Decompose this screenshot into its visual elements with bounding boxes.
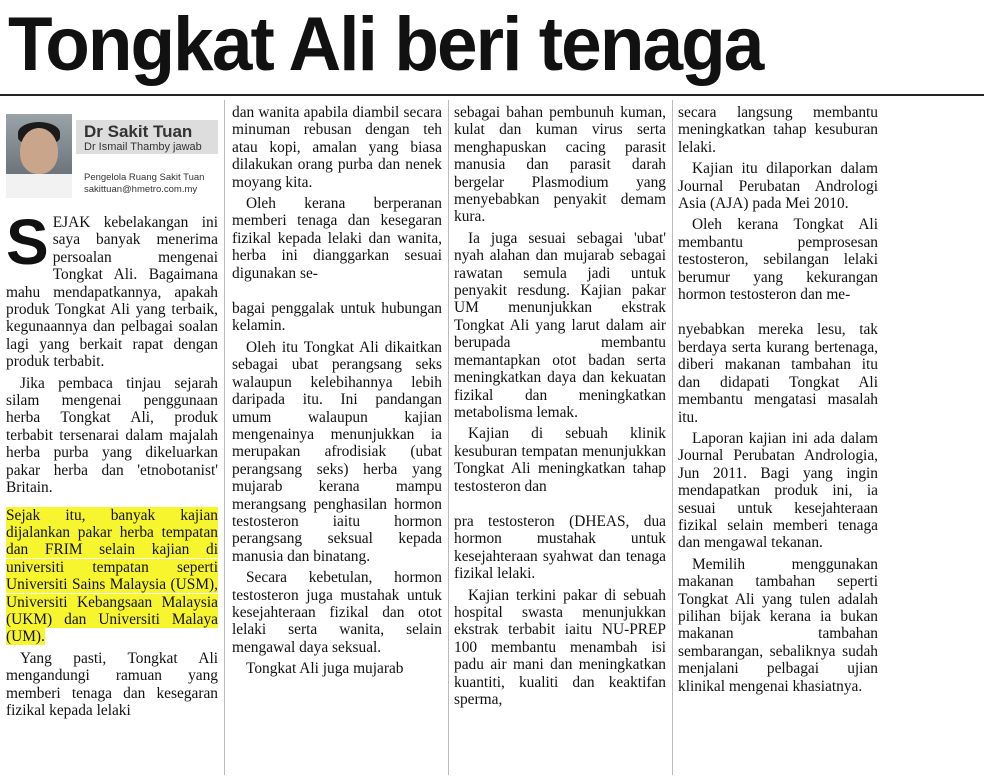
- text-highlight: Sejak itu, banyak kajian dijalankan pakar herba tempatan dan FRIM selain kajian di universiti tempatan seperti Universiti Sains Malaysia (USM), Universiti Kebangsaan Malaysia (UKM) dan Universiti Malaya (UM).: [6, 506, 218, 646]
- paragraph: bagai penggalak untuk hubungan kelamin.: [232, 300, 442, 335]
- author-subname: Dr Ismail Thamby jawab: [84, 141, 202, 153]
- paragraph: sebagai bahan pembunuh kuman, kulat dan kuman virus serta menghapuskan cacing parasit manusia dan parasit darah bergelar Plasmodium yang menyebabkan penyakit demam kura.: [454, 104, 666, 226]
- author-role-title: Pengelola Ruang Sakit Tuan: [84, 172, 205, 183]
- paragraph: Kajian terkini pakar di sebuah hospital swasta menunjukkan ekstrak terbabit iaitu NU-PREP 100 membantu menambah isi padu air mani dan meningkatkan kuantiti, kualiti dan keaktifan sperma,: [454, 586, 666, 708]
- paragraph: Kajian itu dilaporkan dalam Journal Perubatan Andrologi Asia (AJA) pada Mei 2010.: [678, 160, 878, 213]
- paragraph: Laporan kajian ini ada dalam Journal Perubatan Andrologia, Jun 2011. Bagi yang ingin mendapatkan produk ini, ia sesuai untuk kesejahteraan fizikal selain memberi tenaga dan mengawal tekanan.: [678, 429, 878, 552]
- paragraph: Secara kebetulan, hormon testosteron juga mustahak untuk kesejahteraan fizikal dan otot lelaki serta wanita, selain mengawal daya seksual.: [232, 569, 442, 656]
- paragraph: Kajian di sebuah klinik kesuburan tempatan menunjukkan Tongkat Ali meningkatkan tahap testosteron dan: [454, 425, 666, 495]
- paragraph: dan wanita apabila diambil secara minuman rebusan dengan teh atau kopi, amalan yang biasa dilakukan orang purba dan nenek moyang kita.: [232, 104, 442, 191]
- paragraph: Ia juga sesuai sebagai 'ubat' nyah alahan dan mujarab sebagai rawatan semula jadi untuk penyakit resdung. Kajian pakar UM menunjukkan ekstrak Tongkat Ali yang larut dalam air berupada membantu memantapkan otot badan serta meningkatkan daya dan kekuatan fizikal dan meningkatkan metabolisma lemak.: [454, 229, 666, 421]
- paragraph: pra testosteron (DHEAS, dua hormon mustahak untuk kesejahteraan syahwat dan tenaga fizikal lelaki.: [454, 512, 666, 583]
- paragraph: Tongkat Ali juga mujarab: [246, 660, 404, 678]
- headline: Tongkat Ali beri tenaga: [8, 2, 763, 87]
- drop-cap: S: [6, 206, 49, 278]
- author-byline: [6, 114, 220, 200]
- paragraph: SEJAK kebelakangan ini saya banyak menerima persoalan mengenai Tongkat Ali. Bagaimana mahu mendapatkannya, apakah produk Tongkat Ali yang terbaik, kegunaannya dan pelbagai soalan lagi yang berkait rapat dengan produk terbabit.: [6, 206, 218, 371]
- headline-rule: [0, 94, 984, 96]
- article-column-3: [454, 104, 666, 712]
- paragraph: Oleh kerana Tongkat Ali membantu pemprosesan testosteron, sebilangan lelaki berumur yang kekurangan hormon testosteron dan me-: [678, 216, 878, 304]
- article-column-4: [678, 104, 878, 699]
- author-name: Dr Sakit Tuan: [84, 122, 193, 141]
- paragraph: Oleh itu Tongkat Ali dikaitkan sebagai ubat perangsang seks walaupun kelebihannya lebih daripada itu. Ini pandangan umum walaupun kajian mengenainya menunjukkan ia merupakan afrodisiak (ubat perangsang seks) herba yang mujarab kerana mampu merangsang penghasilan hormon testosteron iaitu hormon perangsang seksual kepada manusia dan binatang.: [232, 338, 442, 565]
- paragraph: secara langsung membantu meningkatkan tahap kesuburan lelaki.: [678, 104, 878, 156]
- column-divider: [448, 100, 449, 775]
- highlighted-paragraph: [6, 507, 218, 646]
- author-photo: [6, 114, 72, 198]
- article-column-2: [232, 104, 442, 682]
- paragraph: Oleh kerana berperanan memberi tenaga dan kesegaran fizikal kepada lelaki dan wanita, herba ini dianggarkan sesuai digunakan se-: [232, 195, 442, 282]
- author-email: sakittuan@hmetro.com.my: [84, 184, 198, 195]
- column-divider: [672, 100, 673, 775]
- column-divider: [224, 100, 225, 775]
- article-column-1: [6, 206, 218, 723]
- paragraph: nyebabkan mereka lesu, tak berdaya serta kurang bertenaga, diberi makanan tambahan itu dan didapati Tongkat Ali membantu mengatasi masalah itu.: [678, 321, 878, 426]
- paragraph: Jika pembaca tinjau sejarah silam mengenai penggunaan herba Tongkat Ali, produk terbabit tersenarai dalam majalah herba purba yang dikeluarkan pakar herba dan 'etnobotanist' Britain.: [6, 374, 218, 497]
- paragraph: Yang pasti, Tongkat Ali mengandungi ramuan yang memberi tenaga dan kesegaran fizikal kepada lelaki: [6, 649, 218, 719]
- author-role: [84, 172, 204, 196]
- paragraph: Memilih menggunakan makanan tambahan seperti Tongkat Ali yang tulen adalah pilihan bijak kerana ia bukan makanan tambahan sembarangan, sebaliknya sudah menjalani pelbagai ujian klinikal mengenai khasiatnya.: [678, 555, 878, 695]
